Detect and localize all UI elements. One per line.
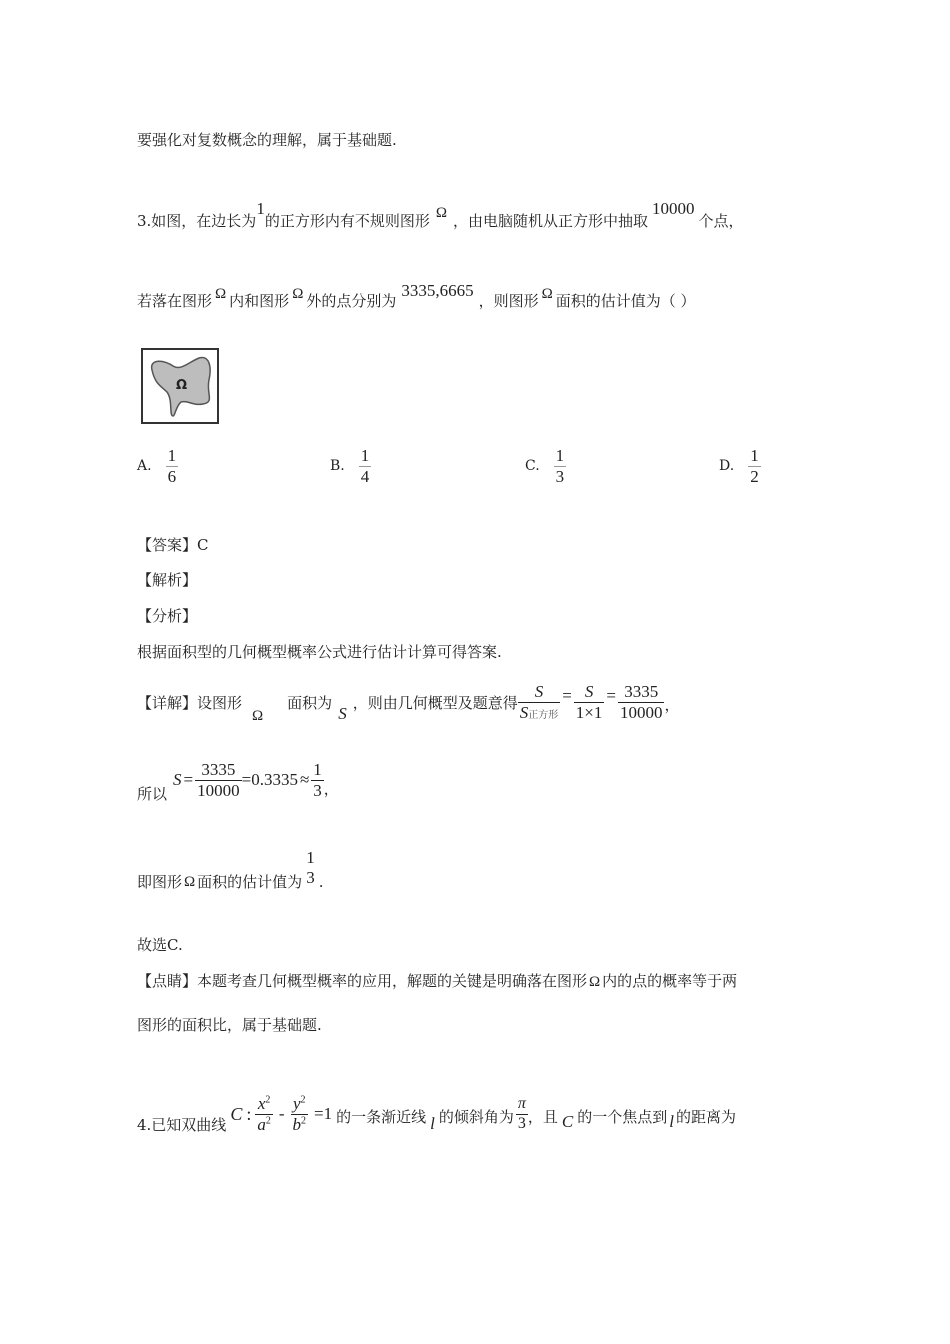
so-comma: ， [323,779,339,798]
figure-omega-label: Ω [176,378,188,393]
fenxi-label: 【分析】 [137,607,198,625]
question-3-line-2 [137,281,696,311]
so-fraction: $\frac{3335}{10000}$ [197,760,240,800]
estimate-text: 即图形 [137,873,183,892]
q4-y-fraction: $\frac{y^2}{b^2}$ [292,1094,307,1134]
q4-curve-symbol: C [561,1112,574,1132]
detail-line [137,682,680,722]
q3-text: 若落在图形 [137,292,213,310]
q4-text: ，且 [527,1107,558,1126]
estimate-line [137,848,324,892]
q3-text: 个点， [698,212,744,230]
equals-sign: = [183,770,194,790]
so-decimal-value: =0.3335 [241,770,298,790]
q3-text: 3.如图，在边长为 [137,212,257,230]
q3-text: ，由电脑随机从正方形中抽取 [452,212,648,230]
answer-label: 【答案】C [137,536,209,554]
option-letter: A. [137,458,152,475]
dianjing-line-1 [137,970,737,991]
detail-omega: Ω [252,707,264,724]
option-fraction: $\frac{1}{6}$ [167,446,177,486]
q3-side-length: 1 [256,199,265,218]
q4-minus: - [278,1104,285,1124]
dianjing-text: 内的点的概率等于两 [602,972,738,990]
option-letter: C. [525,458,540,475]
so-line [137,760,339,803]
option-a[interactable] [137,446,178,486]
q4-angle-fraction: $\frac{\pi}{3}$ [517,1095,526,1132]
q3-inside-outside-counts: 3335,6665 [401,281,474,300]
detail-text: ，则由几何概型及题意得 [352,693,518,712]
q4-text: 4.已知双曲线 [137,1115,227,1134]
square-with-irregular-shape-figure [141,348,219,424]
q3-text: 外的点分别为 [306,292,397,310]
q3-text: 面积的估计值为（ ） [555,292,696,310]
option-d[interactable] [719,446,761,486]
q4-equals-one: =1 [314,1104,333,1124]
equals-sign: = [606,686,616,706]
q3-omega: Ω [292,286,304,302]
so-area-symbol: S [173,770,182,790]
q4-text: 的倾斜角为 [438,1107,514,1126]
q4-colon: : [246,1103,252,1124]
q4-x-fraction: $\frac{x^2}{a^2}$ [257,1094,271,1134]
dianjing-text: 【点睛】本题考查几何概型概率的应用，解题的关键是明确落在图形 [137,972,588,990]
detail-text: 【详解】设图形 [137,693,243,712]
line-top: 要强化对复数概念的理解，属于基础题. [137,131,397,149]
detail-comma: ， [664,695,680,714]
q3-omega: Ω [435,205,447,221]
q3-text: ，则图形 [478,292,539,310]
so-text: 所以 [137,784,168,803]
q4-asymptote-symbol: l [669,1112,674,1132]
dianjing-omega: Ω [589,974,601,990]
option-c[interactable] [525,446,566,486]
estimate-fraction: 1 3 [306,848,315,887]
detail-area-symbol: S [338,704,347,724]
approx-sign: ≈ [299,770,310,790]
q3-text: 的正方形内有不规则图形 [264,212,430,230]
q3-omega: Ω [215,286,227,302]
estimate-omega: Ω [184,874,196,891]
so-result-fraction: $\frac{1}{3}$ [313,760,322,800]
q4-text: 的一条渐近线 [336,1107,427,1126]
question-4-line [137,1094,736,1134]
ratio-fraction: $\frac{S}{1\times 1}$ [575,682,603,722]
q3-text: 内和图形 [229,292,290,310]
estimate-text: 面积的估计值为 [197,873,303,892]
option-letter: B. [330,458,345,475]
option-b[interactable] [330,446,371,486]
option-fraction: $\frac{1}{3}$ [555,446,565,486]
fenxi-text: 根据面积型的几何概型概率公式进行估计计算可得答案. [137,643,502,661]
option-letter: D. [719,458,735,475]
question-3-line-1 [137,199,744,231]
detail-text: 面积为 [287,693,333,712]
analysis-label: 【解析】 [137,571,198,589]
q4-curve-symbol: C [230,1103,243,1124]
option-fraction: $\frac{1}{2}$ [750,446,759,486]
q4-text: 的距离为 [676,1107,737,1126]
option-fraction: $\frac{1}{4}$ [360,446,370,486]
q3-point-count: 10000 [652,199,695,218]
dianjing-line-2: 图形的面积比，属于基础题. [137,1016,322,1034]
q4-asymptote-symbol: l [430,1114,435,1134]
ratio-fraction: $\frac{S}{\text{S正方形}}$ [519,682,559,722]
ratio-fraction: $\frac{3335}{10000}$ [619,682,663,722]
estimate-period: . [318,872,324,891]
choose-c: 故选C. [137,936,183,954]
q3-omega: Ω [541,286,553,302]
equals-sign: = [562,686,572,706]
q4-text: 的一个焦点到 [577,1107,668,1126]
